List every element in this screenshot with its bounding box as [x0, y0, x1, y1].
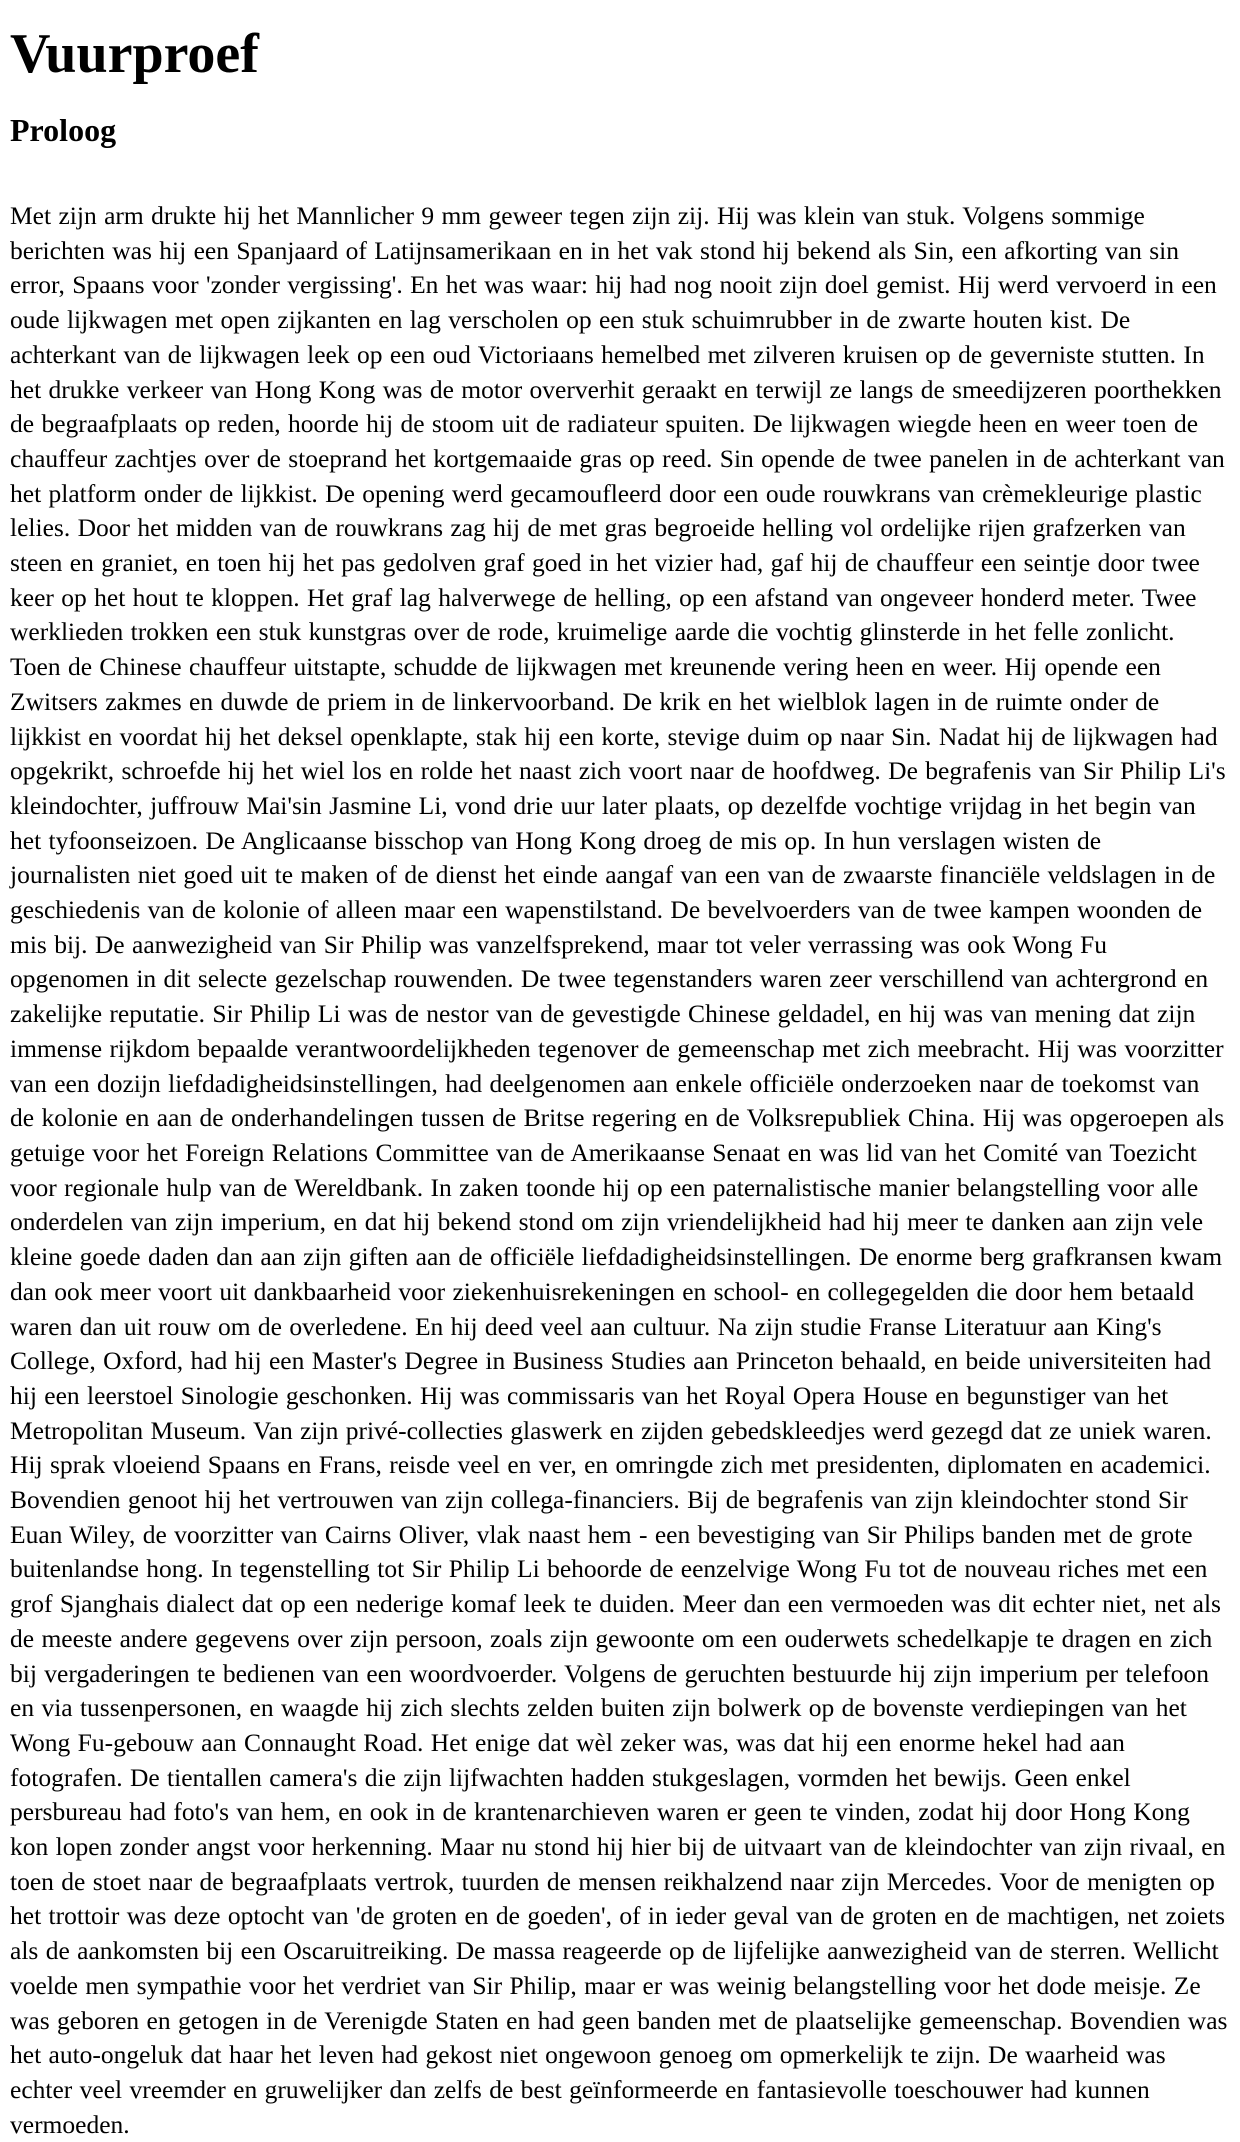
- page-title: Vuurproef: [10, 23, 259, 85]
- prologue-paragraph: Met zijn arm drukte hij het Mannlicher 9 mm geweer tegen zijn zij. Hij was klein van stuk. Volgens sommige berichten was hij een Spanjaard of Latijnsamerikaan en in het vak stond hij bekend als Sin, een afkorting van sin error, Spaans voor 'zonder vergissing'. En het was waar: hij had nog nooit zijn doel gemist. Hij werd vervoerd in een oude lijkwagen met open zijkanten en lag verscholen op een stuk schuimrubber in de zwarte houten kist. De achterkant van de lijkwagen leek op een oud Victoriaans hemelbed met zilveren kruisen op de geverniste stutten. In het drukke verkeer van Hong Kong was de motor oververhit geraakt en terwijl ze langs de smeedijzeren poorthekken de begraafplaats op reden, hoorde hij de stoom uit de radiateur spuiten. De lijkwagen wiegde heen en weer toen de chauffeur zachtjes over de stoeprand het kortgemaaide gras op reed. Sin opende de twee panelen in de achterkant van het platform onder de lijkkist. De opening werd gecamoufleerd door een oude rouwkrans van crèmekleurige plastic lelies. Door het midden van de rouwkrans zag hij de met gras begroeide helling vol ordelijke rijen grafzerken van steen en graniet, en toen hij het pas gedolven graf goed in het vizier had, gaf hij de chauffeur een seintje door twee keer op het hout te kloppen. Het graf lag halverwege de helling, op een afstand van ongeveer honderd meter. Twee werklieden trokken een stuk kunstgras over de rode, kruimelige aarde die vochtig glinsterde in het felle zonlicht. Toen de Chinese chauffeur uitstapte, schudde de lijkwagen met kreunende vering heen en weer. Hij opende een Zwitsers zakmes en duwde de priem in de linkervoorband. De krik en het wielblok lagen in de ruimte onder de lijkkist en voordat hij het deksel openklapte, stak hij een korte, stevige duim op naar Sin. Nadat hij de lijkwagen had opgekrikt, schroefde hij het wiel los en rolde het naast zich voort naar de hoofdweg. De begrafenis van Sir Philip Li's kleindochter, juffrouw Mai'sin Jasmine Li, vond drie uur later plaats, op dezelfde vochtige vrijdag in het begin van het tyfoonseizoen. De Anglicaanse bisschop van Hong Kong droeg de mis op. In hun verslagen wisten de journalisten niet goed uit te maken of de dienst het einde aangaf van een van de zwaarste financiële veldslagen in de geschiedenis van de kolonie of alleen maar een wapenstilstand. De bevelvoerders van de twee kampen woonden de mis bij. De aanwezigheid van Sir Philip was vanzelfsprekend, maar tot veler verrassing was ook Wong Fu opgenomen in dit selecte gezelschap rouwenden. De twee tegenstanders waren zeer verschillend van achtergrond en zakelijke reputatie. Sir Philip Li was de nestor van de gevestigde Chinese geldadel, en hij was van mening dat zijn immense rijkdom bepaalde verantwoordelijkheden tegenover de gemeenschap met zich meebracht. Hij was voorzitter van een dozijn liefdadigheidsinstellingen, had deelgenomen aan enkele officiële onderzoeken naar de toekomst van de kolonie en aan de onderhandelingen tussen de Britse regering en de Volksrepubliek China. Hij was opgeroepen als getuige voor het Foreign Relations Committee van de Amerikaanse Senaat en was lid van het Comité van Toezicht voor regionale hulp van de Wereldbank. In zaken toonde hij op een paternalistische manier belangstelling voor alle onderdelen van zijn imperium, en dat hij bekend stond om zijn vriendelijkheid had hij meer te danken aan zijn vele kleine goede daden dan aan zijn giften aan de officiële liefdadigheidsinstellingen. De enorme berg grafkransen kwam dan ook meer voort uit dankbaarheid voor ziekenhuisrekeningen en school- en collegegelden die door hem betaald waren dan uit rouw om de overledene. En hij deed veel aan cultuur. Na zijn studie Franse Literatuur aan King's College, Oxford, had hij een Master's Degree in Business Studies aan Princeton behaald, en beide universiteiten had hij een leerstoel Sinologie geschonken. Hij was commissaris van het Royal Opera House en begunstiger van het Metropolitan Museum. Van zijn privé-collecties glaswerk en zijden gebedskleedjes werd gezegd dat ze uniek waren. Hij sprak vloeiend Spaans en Frans, reisde veel en ver, en omringde zich met presidenten, diplomaten en academici. Bovendien genoot hij het vertrouwen van zijn collega-financiers. Bij de begrafenis van zijn kleindochter stond Sir Euan Wiley, de voorzitter van Cairns Oliver, vlak naast hem - een bevestiging van Sir Philips banden met de grote buitenlandse hong. In tegenstelling tot Sir Philip Li behoorde de eenzelvige Wong Fu tot de nouveau riches met een grof Sjanghais dialect dat op een nederige komaf leek te duiden. Meer dan een vermoeden was dit echter niet, net als de meeste andere gegevens over zijn persoon, zoals zijn gewoonte om een ouderwets schedelkapje te dragen en zich bij vergaderingen te bedienen van een woordvoerder. Volgens de geruchten bestuurde hij zijn imperium per telefoon en via tussenpersonen, en waagde hij zich slechts zelden buiten zijn bolwerk op de bovenste verdiepingen van het Wong Fu-gebouw aan Connaught Road. Het enige dat wèl zeker was, was dat hij een enorme hekel had aan fotografen. De tientallen camera's die zijn lijfwachten hadden stukgeslagen, vormden het bewijs. Geen enkel persbureau had foto's van hem, en ook in de krantenarchieven waren er geen te vinden, zodat hij door Hong Kong kon lopen zonder angst voor herkenning. Maar nu stond hij hier bij de uitvaart van de kleindochter van zijn rivaal, en toen de stoet naar de begraafplaats vertrok, tuurden de mensen reikhalzend naar zijn Mercedes. Voor de menigten op het trottoir was deze optocht van 'de groten en de goeden', of in ieder geval van de groten en de machtigen, net zoiets als de aankomsten bij een Oscaruitreiking. De massa reageerde op de lijfelijke aanwezigheid van de sterren. Wellicht voelde men sympathie voor het verdriet van Sir Philip, maar er was weinig belangstelling voor het dode meisje. Ze was geboren en getogen in de Verenigde Staten en had geen banden met de plaatselijke gemeenschap. Bovendien was het auto-ongeluk dat haar het leven had gekost niet ongewoon genoeg om opmerkelijk te zijn. De waarheid was echter veel vreemder en gruwelijker dan zelfs de best geïnformeerde en fantasievolle toeschouwer had kunnen vermoeden.: [10, 201, 1228, 2139]
- chapter-heading: Proloog: [10, 112, 117, 148]
